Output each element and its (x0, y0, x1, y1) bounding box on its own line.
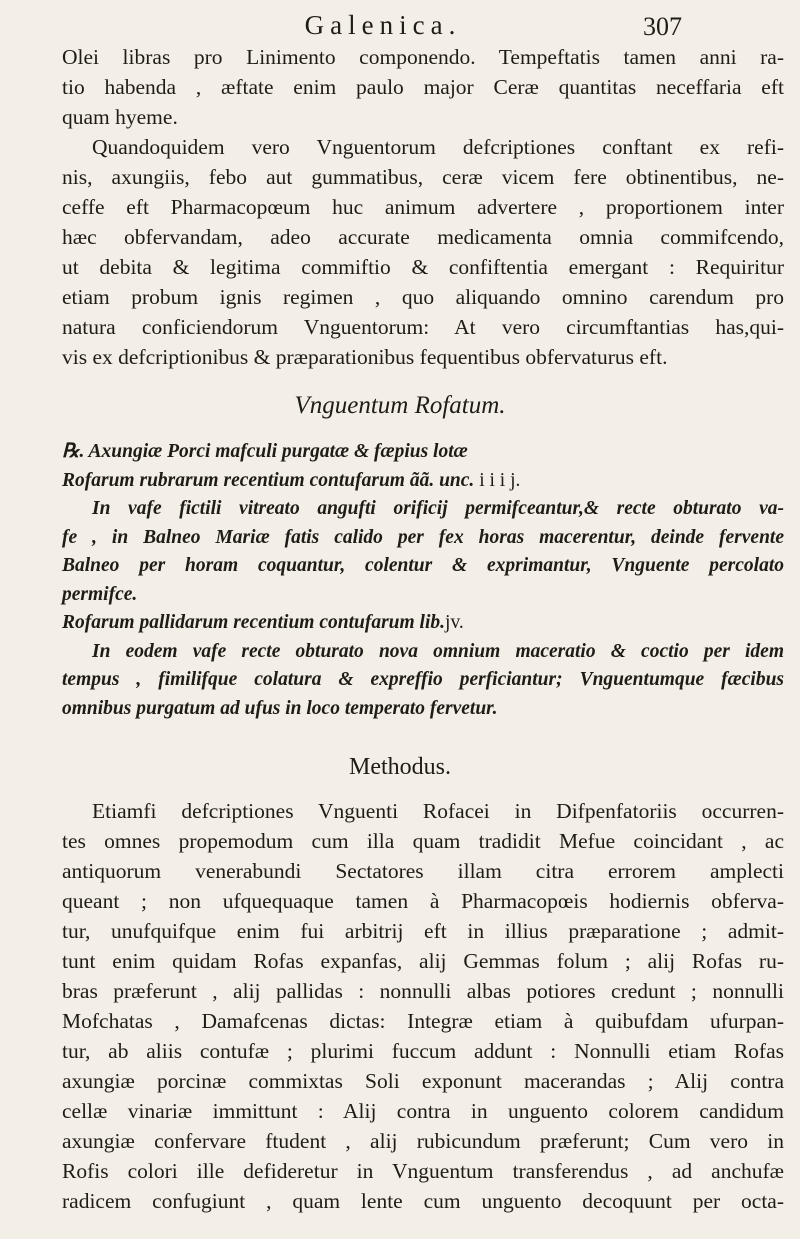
process-line: fe , in Balneo Mariæ fatis calido per fex horas macerentur, deinde fervente (62, 526, 784, 548)
ingredient-line (62, 467, 784, 496)
text-line: antiquorum venerabundi Sectatores illam citra errorem amplecti (62, 859, 784, 883)
text-line: Olei libras pro Linimento componendo. Tempeftatis tamen anni ra- (62, 45, 784, 69)
text-line: nis, axungiis, febo aut gummatibus, ceræ vicem fere obtinentibus, ne- (62, 165, 784, 189)
process-line: permifce. (62, 583, 138, 605)
text-line: axungiæ confervare ftudent , alij rubicundum præferunt; Cum vero in (62, 1129, 784, 1153)
text-line: tes omnes propemodum cum illa quam tradidit Mefue coincidant , ac (62, 829, 784, 853)
ingredient-line: ℞. Axungiæ Porci mafculi purgatæ & fæpius lotæ (62, 441, 468, 462)
running-title: Galenica. (304, 10, 462, 40)
method-title: Methodus. (349, 754, 451, 780)
intro-paragraph (62, 42, 784, 372)
quantity: i i i j. (479, 469, 521, 491)
text-line: Quandoquidem vero Vnguentorum defcriptiones conftant ex refi- (92, 135, 784, 159)
process-line: In eodem vafe recte obturato nova omnium maceratio & coctio per idem (92, 640, 784, 662)
ingredient-text: Rofarum rubrarum recentium contufarum ãã. unc. (62, 469, 475, 491)
text-line: cellæ vinariæ immittunt : Alij contra in unguento colorem candidum (62, 1099, 784, 1123)
process-line: omnibus purgatum ad ufus in loco temperato fervetur. (62, 697, 498, 719)
page-number: 307 (643, 12, 682, 41)
text-line: Mofchatas , Damafcenas dictas: Integræ etiam à quibufdam ufurpan- (62, 1009, 784, 1033)
ingredient-text: Rofarum pallidarum recentium contufarum lib. (62, 612, 446, 633)
quantity: jv. (445, 612, 464, 633)
text-line: natura conficiendorum Vnguentorum: At vero circumftantias has,qui- (62, 315, 784, 339)
process-line: tempus , fimilifque colatura & expreffio perficiantur; Vnguentumque fæcibus (62, 669, 784, 690)
process-line: In vafe fictili vitreato angufti orificij permifceantur,& recte obturato va- (92, 498, 784, 519)
text-line: Rofis colori ille defideretur in Vnguentum transferendus , ad anchufæ (62, 1159, 784, 1183)
text-line: tur, ab aliis contufæ ; plurimi fuccum addunt : Nonnulli etiam Rofas (62, 1039, 784, 1063)
recipe-title: Vnguentum Rofatum. (294, 392, 506, 419)
text-line: quam hyeme. (62, 105, 178, 129)
recipe-body (62, 438, 784, 723)
method-paragraph (62, 796, 784, 1216)
process-line: Balneo per horam coquantur, colentur & exprimantur, Vnguente percolato (62, 555, 784, 576)
text-line: ut debita & legitima commiftio & confiftentia emergant : Requiritur (62, 255, 784, 279)
ingredient-line (62, 609, 784, 638)
text-line: radicem confugiunt , quam lente cum unguento decoquunt per octa- (62, 1189, 784, 1213)
text-line: Etiamfi defcriptiones Vnguenti Rofacei in Difpenfatoriis occurren- (92, 799, 784, 823)
text-line: ceffe eft Pharmacopœum huc animum advertere , proportionem inter (62, 195, 784, 219)
text-line: tur, unufquifque enim fui arbitrij eft in illius præparatione ; admit- (62, 919, 784, 943)
text-line: etiam probum ignis regimen , quo aliquando omnino carendum pro (62, 285, 784, 309)
text-line: tio habenda , æftate enim paulo major Ceræ quantitas neceffaria eft (62, 75, 784, 99)
text-line: bras præferunt , alij pallidas : nonnulli albas potiores credunt ; nonnulli (62, 979, 784, 1003)
text-line: axungiæ porcinæ commixtas Soli exponunt macerandas ; Alij contra (62, 1069, 784, 1093)
text-line: tunt enim quidam Rofas expanfas, alij Gemmas folum ; alij Rofas ru- (62, 949, 784, 973)
text-line: hæc obfervandam, adeo accurate medicamenta omnia commifcendo, (62, 225, 784, 249)
text-line: queant ; non ufquequaque tamen à Pharmacopœis hodiernis obferva- (62, 889, 784, 913)
text-line: vis ex defcriptionibus & præparationibus fequentibus obfervaturus eft. (62, 345, 668, 369)
